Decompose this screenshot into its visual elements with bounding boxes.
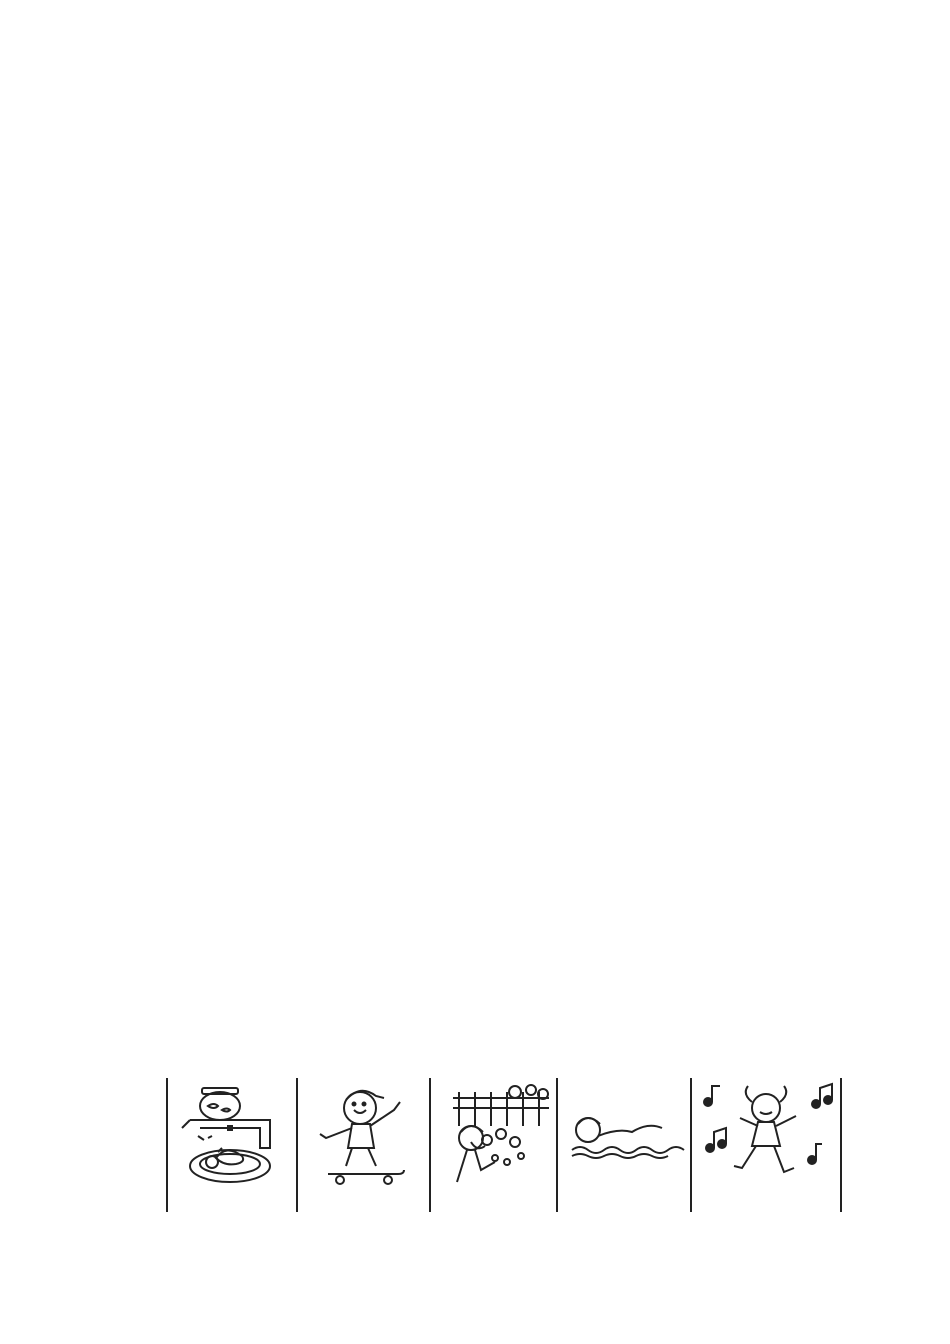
picture-22 bbox=[298, 1078, 429, 1212]
picture-25 bbox=[692, 1078, 840, 1212]
fishbowl-and-sleeping-dog-icon bbox=[168, 1078, 296, 1190]
girl-picking-flowers-icon bbox=[431, 1078, 556, 1190]
swimmer-icon bbox=[558, 1078, 690, 1190]
picture-24 bbox=[558, 1078, 690, 1212]
picture-strip bbox=[166, 1078, 843, 1212]
picture-21 bbox=[168, 1078, 296, 1212]
divider bbox=[840, 1078, 842, 1212]
boy-skateboarding-icon bbox=[298, 1078, 429, 1190]
picture-23 bbox=[431, 1078, 556, 1212]
girl-dancing-music-icon bbox=[692, 1078, 840, 1190]
